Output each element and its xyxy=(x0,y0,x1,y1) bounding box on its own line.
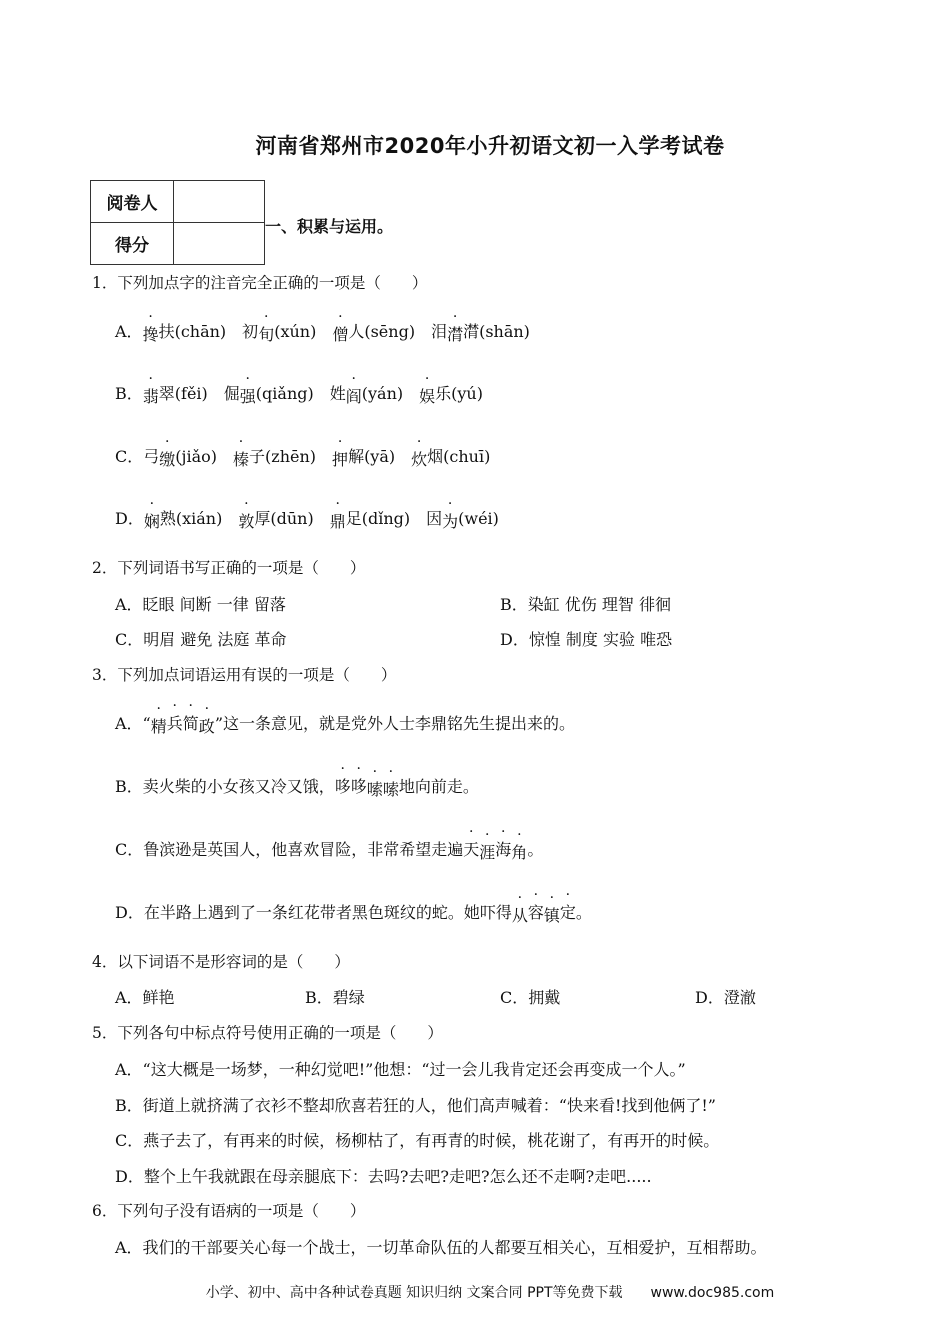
question-2-option-c: C．明眉 避免 法庭 革命 xyxy=(115,630,287,649)
page-title: 河南省郑州市2020年小升初语文初一入学考试卷 xyxy=(255,134,725,158)
question-2-option-d: D．惊惶 制度 实验 唯恐 xyxy=(500,630,673,649)
question-1-option-c: C．弓缴(jiǎo) 榛子(zhēn) 押解(yā) 炊烟(chuī) xyxy=(115,447,491,469)
section-heading: 一、积累与运用。 xyxy=(265,217,394,236)
question-3-option-c: C．鲁滨逊是英国人，他喜欢冒险，非常希望走遍天涯海角。 xyxy=(115,840,544,862)
question-3-option-a: A．“精兵简政”这一条意见，就是党外人士李鼎铭先生提出来的。 xyxy=(115,714,575,736)
score-table xyxy=(90,180,265,265)
question-4-option-c: C．拥戴 xyxy=(500,988,561,1007)
question-2-stem: 2．下列词语书写正确的一项是（ ） xyxy=(92,559,366,577)
score-label: 得分 xyxy=(91,223,174,265)
question-6-option-a: A．我们的干部要关心每一个战士，一切革命队伍的人都要互相关心，互相爱护，互相帮助。 xyxy=(115,1238,767,1257)
question-1-option-a: A．搀扶(chān) 初旬(xún) 僧人(sēng) 泪潸潸(shān) xyxy=(115,322,530,344)
question-3-stem: 3．下列加点词语运用有误的一项是（ ） xyxy=(92,666,397,684)
score-value xyxy=(174,223,265,265)
question-5-option-a: A．“这大概是一场梦，一种幻觉吧!”他想：“过一会儿我肯定还会再变成一个人。” xyxy=(115,1060,686,1079)
question-4-option-d: D．澄澈 xyxy=(695,988,756,1007)
question-5-option-c: C．燕子去了，有再来的时候，杨柳枯了，有再青的时候，桃花谢了，有再开的时候。 xyxy=(115,1131,720,1150)
question-1-option-b: B．翡翠(fěi) 倔强(qiǎng) 姓阎(yán) 娱乐(yú) xyxy=(115,384,483,406)
question-1-stem: 1．下列加点字的注音完全正确的一项是（ ） xyxy=(92,274,428,292)
question-5-option-d: D．整个上午我就跟在母亲腿底下：去吗?去吧?走吧?怎么还不走啊?走吧..... xyxy=(115,1167,652,1186)
question-4-option-a: A．鲜艳 xyxy=(115,988,175,1007)
question-3-option-b: B．卖火柴的小女孩又冷又饿，哆哆嗦嗦地向前走。 xyxy=(115,777,479,799)
reviewer-value xyxy=(174,181,265,223)
question-5-option-b: B．街道上就挤满了衣衫不整却欣喜若狂的人，他们高声喊着：“快来看!找到他俩了!” xyxy=(115,1096,716,1115)
question-1-option-d: D．娴熟(xián) 敦厚(dūn) 鼎足(dǐng) 因为(wéi) xyxy=(115,509,499,531)
question-4-stem: 4．以下词语不是形容词的是（ ） xyxy=(92,953,350,971)
question-3-option-d: D．在半路上遇到了一条红花带者黑色斑纹的蛇。她吓得从容镇定。 xyxy=(115,903,592,925)
question-4-option-b: B．碧绿 xyxy=(305,988,365,1007)
question-2-option-b: B．染缸 优伤 理智 徘徊 xyxy=(500,595,672,614)
question-2-option-a: A．眨眼 间断 一律 留落 xyxy=(115,595,286,614)
question-6-stem: 6．下列句子没有语病的一项是（ ） xyxy=(92,1202,366,1220)
reviewer-label: 阅卷人 xyxy=(91,181,174,223)
footer-banner: 小学、初中、高中各种试卷真题 知识归纳 文案合同 PPT等免费下载 www.doc985.com xyxy=(205,1285,775,1301)
question-5-stem: 5．下列各句中标点符号使用正确的一项是（ ） xyxy=(92,1024,443,1042)
